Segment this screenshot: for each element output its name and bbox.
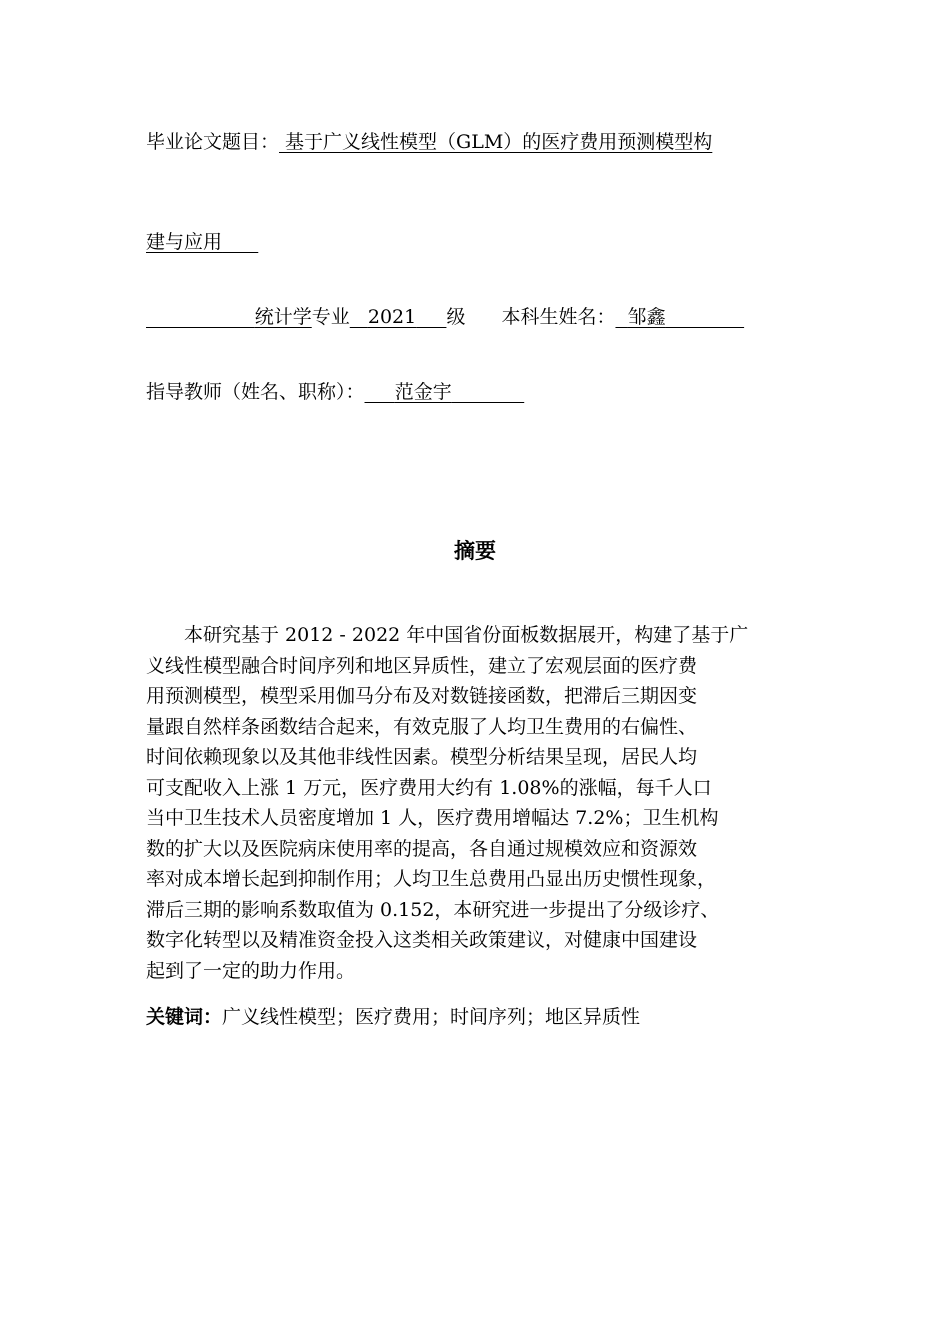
abstract-line: 数字化转型以及精准资金投入这类相关政策建议，对健康中国建设 bbox=[146, 929, 698, 951]
advisor-name: 范金宇 bbox=[394, 381, 452, 403]
abstract-line: 起到了一定的助力作用。 bbox=[146, 959, 356, 982]
abstract-line: 时间依赖现象以及其他非线性因素。模型分析结果呈现，居民人均 bbox=[146, 746, 698, 768]
student-underline-tail bbox=[666, 306, 745, 328]
advisor-line bbox=[146, 380, 524, 404]
major-suffix: 专业 bbox=[311, 306, 350, 328]
thesis-title-text-2: 建与应用 bbox=[146, 231, 223, 253]
thesis-title-text-1: 基于广义线性模型（GLM）的医疗费用预测模型构 bbox=[279, 131, 713, 153]
thesis-title-line-1 bbox=[146, 130, 712, 154]
thesis-title-label: 毕业论文题目： bbox=[146, 131, 280, 153]
keywords-text: 广义线性模型；医疗费用；时间序列；地区异质性 bbox=[222, 1006, 641, 1028]
major-underline-lead bbox=[146, 306, 255, 328]
abstract-heading: 摘要 bbox=[454, 539, 496, 563]
student-name: 邹鑫 bbox=[627, 306, 666, 328]
abstract-line: 义线性模型融合时间序列和地区异质性，建立了宏观层面的医疗费 bbox=[146, 654, 698, 677]
major-grade-student-line bbox=[146, 305, 744, 329]
major-name: 统计学 bbox=[254, 306, 312, 328]
abstract-line: 可支配收入上涨 1 万元，医疗费用大约有 1.08%的涨幅，每千人口 bbox=[146, 776, 712, 799]
advisor-underline-tail bbox=[452, 381, 524, 403]
abstract-body bbox=[146, 620, 836, 986]
abstract-line: 率对成本增长起到抑制作用；人均卫生总费用凸显出历史惯性现象， bbox=[146, 868, 717, 890]
grade-label: 级 bbox=[446, 306, 466, 328]
advisor-underline-lead bbox=[365, 381, 395, 403]
abstract-line: 本研究基于 2012 - 2022 年中国省份面板数据展开，构建了基于广 bbox=[184, 624, 749, 646]
enrollment-year: 2021 bbox=[367, 306, 417, 328]
thesis-title-line-2 bbox=[146, 230, 258, 254]
keywords-line bbox=[146, 1002, 640, 1032]
year-underline-tail bbox=[416, 306, 446, 328]
abstract-line: 量跟自然样条函数结合起来，有效克服了人均卫生费用的右偏性、 bbox=[146, 715, 698, 738]
year-underline-lead bbox=[350, 306, 368, 328]
advisor-label: 指导教师（姓名、职称）： bbox=[146, 381, 365, 403]
title-underline-fill bbox=[222, 231, 258, 253]
student-label: 本科生姓名： bbox=[501, 306, 616, 328]
abstract-line: 用预测模型，模型采用伽马分布及对数链接函数，把滞后三期因变 bbox=[146, 685, 698, 707]
abstract-line: 当中卫生技术人员密度增加 1 人，医疗费用增幅达 7.2%；卫生机构 bbox=[146, 807, 719, 829]
abstract-line: 滞后三期的影响系数取值为 0.152，本研究进一步提出了分级诊疗、 bbox=[146, 898, 720, 921]
abstract-line: 数的扩大以及医院病床使用率的提高，各自通过规模效应和资源效 bbox=[146, 837, 698, 860]
student-underline-lead bbox=[615, 306, 627, 328]
keywords-label: 关键词： bbox=[146, 1006, 223, 1028]
